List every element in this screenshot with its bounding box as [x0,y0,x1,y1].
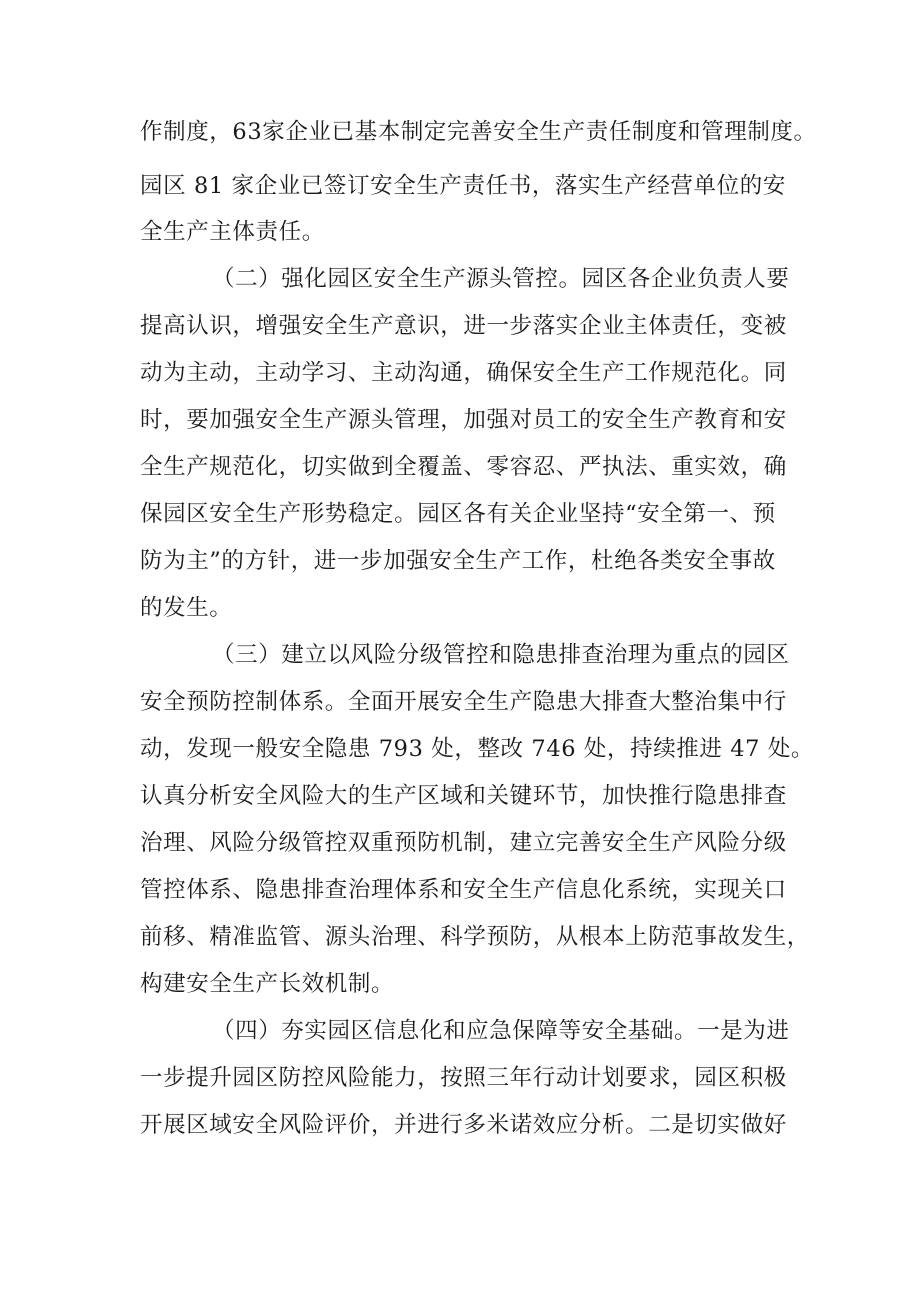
section-heading-4: （四）夯实园区信息化和应急保障等安全基础。一是为进 [212,1018,790,1044]
section-heading-3: （三）建立以风险分级管控和隐患排查治理为重点的园区 [212,642,790,668]
text-line: 安全预防控制体系。全面开展安全生产隐患大排查大整治集中行 [140,689,787,715]
text-line: 一步提升园区防控风险能力，按照三年行动计划要求，园区积极 [140,1065,787,1091]
text-line: 保园区安全生产形势稳定。园区各有关企业坚持“安全第一、预 [140,501,776,527]
text-line: 时，要加强安全生产源头管理，加强对员工的安全生产教育和安 [140,407,787,433]
text-line: 认真分析安全风险大的生产区域和关键环节，加快推行隐患排查 [140,783,787,809]
text-line: 防为主”的方针，进一步加强安全生产工作，杜绝各类安全事故 [140,548,776,574]
text-line: 的发生。 [140,595,233,621]
text-line: 全生产规范化，切实做到全覆盖、零容忍、严执法、重实效，确 [140,454,787,480]
text-line: 园区 81 家企业已签订安全生产责任书，落实生产经营单位的安 [140,173,786,199]
text-line: 全生产主体责任。 [140,219,325,245]
text-line: 治理、风险分级管控双重预防机制，建立完善安全生产风险分级 [140,830,787,856]
text-line: 作制度，63家企业已基本制定完善安全生产责任制度和管理制度。 [140,119,817,145]
text-line: 构建安全生产长效机制。 [140,971,395,997]
text-line: 提高认识，增强安全生产意识，进一步落实企业主体责任，变被 [140,313,787,339]
text-line: 管控体系、隐患排查治理体系和安全生产信息化系统，实现关口 [140,877,787,903]
text-line: 开展区域安全风险评价，并进行多米诺效应分析。二是切实做好 [140,1112,787,1138]
text-line: 动，发现一般安全隐患 793 处，整改 746 处，持续推进 47 处。 [140,736,815,762]
text-line: 前移、精准监管、源头治理、科学预防，从根本上防范事故发生， [140,924,810,950]
text-line: 动为主动，主动学习、主动沟通，确保安全生产工作规范化。同 [140,360,787,386]
section-heading-2: （二）强化园区安全生产源头管控。园区各企业负责人要 [212,266,790,292]
